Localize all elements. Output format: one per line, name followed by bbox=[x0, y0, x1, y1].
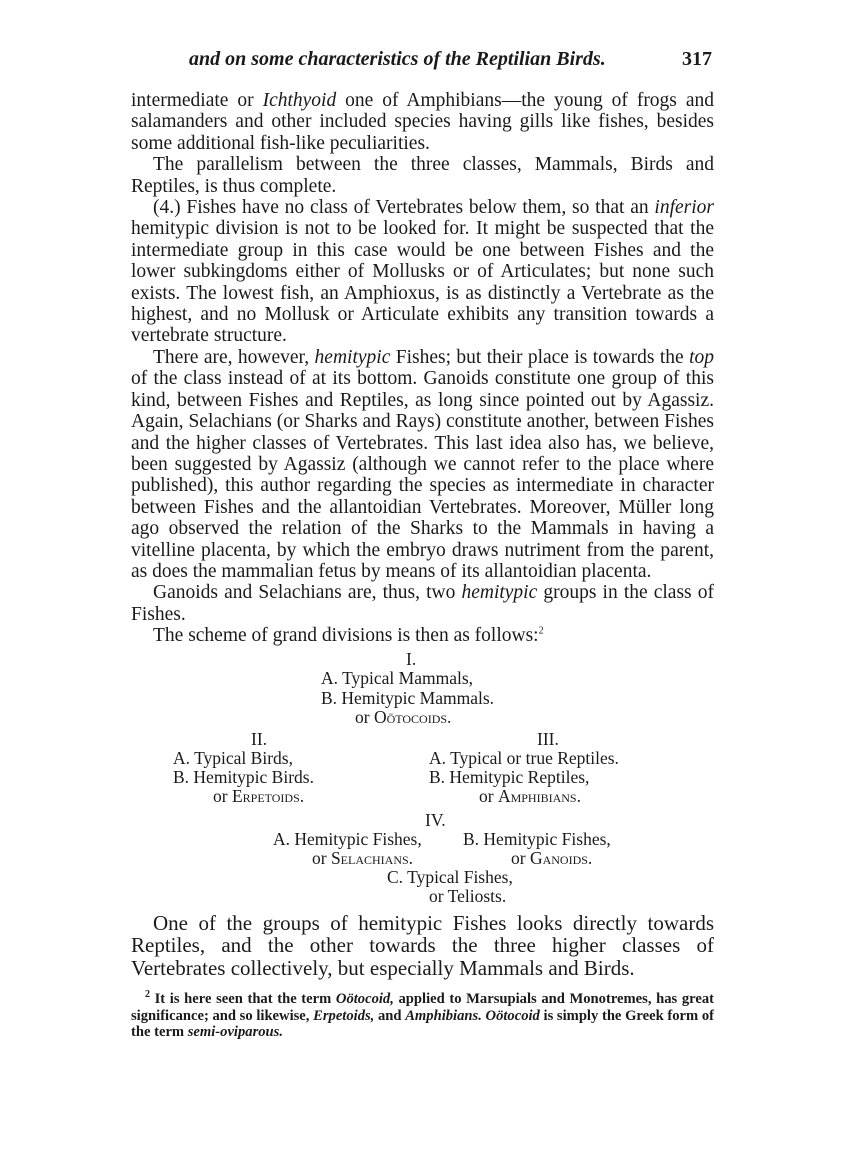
main-text bbox=[131, 90, 714, 647]
scheme-numeral-1: I. bbox=[406, 648, 417, 669]
paragraph-5: Ganoids and Selachians are, thus, two hemitypic groups in the class of Fishes. bbox=[131, 582, 714, 625]
scheme-4-c: C. Typical Fishes, bbox=[387, 866, 513, 887]
footnote-reference: 2 bbox=[538, 625, 544, 637]
paragraph-2: The parallelism between the three classes, Mammals, Birds and Reptiles, is thus complete. bbox=[131, 154, 714, 197]
scheme-4-a: A. Hemitypic Fishes, bbox=[273, 828, 422, 849]
running-header bbox=[131, 48, 714, 76]
scheme-4-a-alt: or Selachians. bbox=[312, 847, 414, 868]
paragraph-4: There are, however, hemitypic Fishes; but their place is towards the top of the class instead of at its bottom. Ganoids constitute one group of this kind, between Fishes and Reptiles, as long since pointed out by Agassiz. Again, Selachians (or Sharks and Rays) constitute another, between Fishes and the higher classes of Vertebrates. This last idea also has, we believe, been suggested by Agassiz (although we cannot refer to the place where published), this author regarding the species as intermediate in character between Fishes and the allantoidian Vertebrates. Moreover, Müller long ago observed the relation of the Sharks to the Mammals in having a vitelline placenta, by which the embryo draws nutriment from the parent, as does the mammalian fetus by means of its allantoidian placenta. bbox=[131, 346, 714, 582]
paragraph-1: intermediate or Ichthyoid one of Amphibians—the young of frogs and salamanders and other included species having gills like fishes, besides some additional fish-like peculiarities. bbox=[131, 90, 714, 154]
scheme-2-alt: or Erpetoids. bbox=[213, 785, 305, 806]
scheme-1-a: A. Typical Mammals, bbox=[321, 667, 474, 688]
scheme-2-a: A. Typical Birds, bbox=[173, 747, 293, 768]
scheme-4-c-alt: or Teliosts. bbox=[429, 885, 507, 906]
scheme-3-a: A. Typical or true Reptiles. bbox=[429, 747, 619, 768]
scheme-2-b: B. Hemitypic Birds. bbox=[173, 766, 314, 787]
scheme-numeral-4: IV. bbox=[425, 809, 446, 830]
paragraph-3: (4.) Fishes have no class of Vertebrates below them, so that an inferior hemitypic division is not to be looked for. It might be suspected that the intermediate group in this case would be one between Fishes and the lower subkingdoms either of Mollusks or of Articulates; but none such exists. The lowest fish, an Amphioxus, is as distinctly a Vertebrate as the highest, and no Mollusk or Articulate exhibits any transition towards a vertebrate structure. bbox=[131, 197, 714, 347]
scheme-numeral-2: II. bbox=[251, 728, 268, 749]
scheme-4-b-alt: or Ganoids. bbox=[511, 847, 593, 868]
footnote: $^2$ It is here seen that the term Oötocoid, applied to Marsupials and Monotremes, has great significance; and so likewise, Erpetoids, and Amphibians. Oötocoid is simply the Greek form of the term semi-oviparous. bbox=[131, 989, 714, 1041]
scheme-3-alt: or Amphibians. bbox=[479, 785, 581, 806]
book-page bbox=[131, 48, 714, 1041]
scheme-4-b: B. Hemitypic Fishes, bbox=[463, 828, 611, 849]
page-number: 317 bbox=[682, 48, 712, 70]
closing-paragraph: One of the groups of hemitypic Fishes looks directly towards Reptiles, and the other towards the three higher classes of Vertebrates collectively, but especially Mammals and Birds. bbox=[131, 910, 714, 980]
scheme-1-alt: or Oötocoids. bbox=[355, 706, 452, 727]
scheme-3-b: B. Hemitypic Reptiles, bbox=[429, 766, 590, 787]
running-title: and on some characteristics of the Reptilian Birds. bbox=[189, 48, 606, 70]
paragraph-6: The scheme of grand divisions is then as follows:$^2$ bbox=[153, 625, 544, 647]
classification-scheme bbox=[131, 649, 714, 906]
scheme-1-b: B. Hemitypic Mammals. bbox=[321, 687, 495, 708]
scheme-numeral-3: III. bbox=[537, 728, 559, 749]
footnote-mark: 2 bbox=[145, 989, 150, 1001]
